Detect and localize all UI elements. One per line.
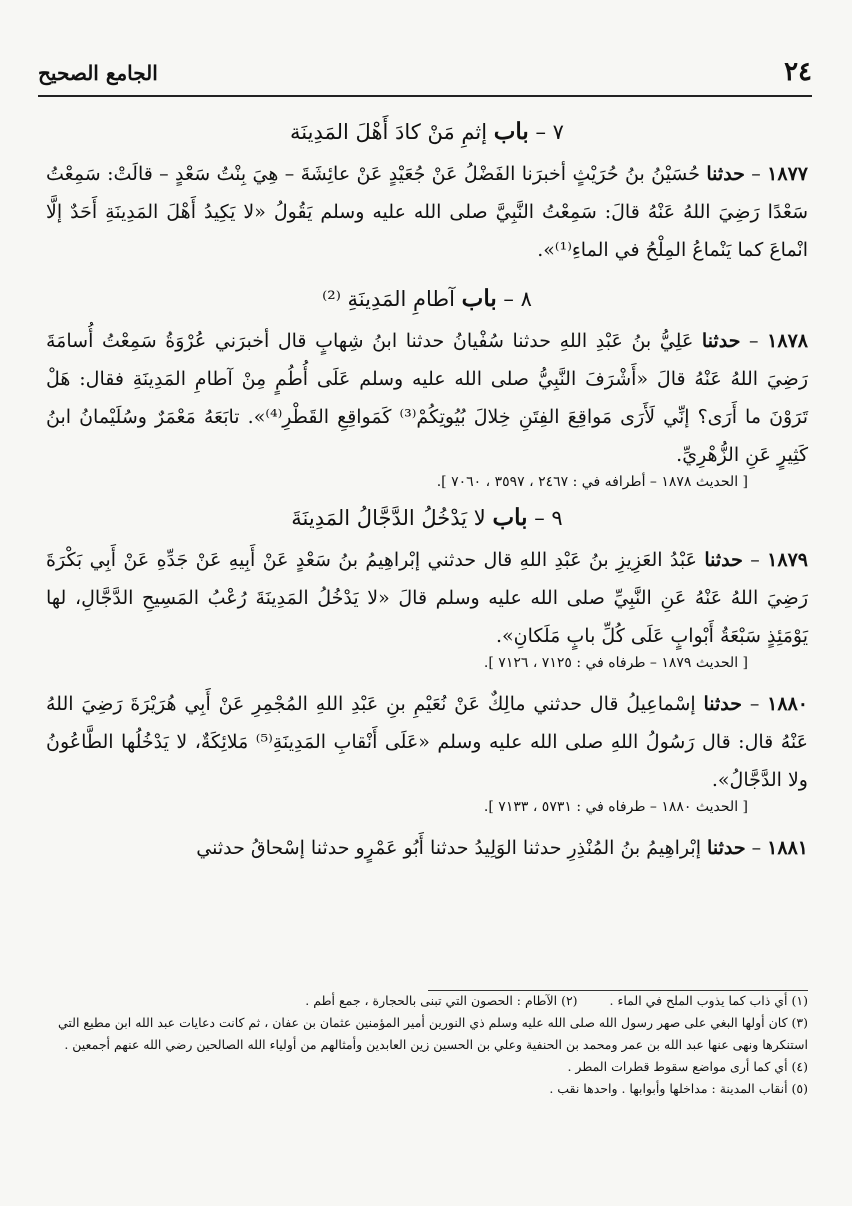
page-header [38, 55, 812, 97]
chapter-bab: باب [493, 118, 529, 145]
haddathana-word: حدثنا [703, 693, 743, 715]
cross-reference-note: [ الحديث ١٨٧٩ – طرفاه في : ٧١٢٥ ، ٧١٢٦ ]. [483, 655, 748, 671]
chapter-bab: باب [461, 285, 497, 312]
haddathana-word: حدثنا [704, 549, 743, 571]
chapter-number: ٧ – [535, 120, 564, 144]
chapter-title: آطامِ المَدِينَةِ ⁽²⁾ [322, 287, 455, 311]
hadith-number: ١٨٨٠ [767, 693, 808, 715]
chapter-heading [46, 118, 808, 145]
footnotes [44, 990, 808, 1100]
running-title: الجامع الصحيح [38, 61, 158, 85]
chapter-title: لا يَدْخُلُ الدَّجَّالُ المَدِينَةَ [291, 506, 486, 530]
hadith-number: ١٨٧٨ [767, 330, 808, 352]
chapter-heading [46, 285, 808, 312]
footnote: (٤) أي كما أرى مواضع سقوط قطرات المطر . [567, 1059, 808, 1074]
haddathana-word: حدثنا [707, 837, 746, 859]
cross-reference-note: [ الحديث ١٨٨٠ – طرفاه في : ٥٧٣١ ، ٧١٣٣ ]. [483, 799, 748, 815]
chapter-number: ٩ – [534, 506, 563, 530]
hadith-paragraph: ١٨٨٠ – حدثنا إسْماعِيلُ قال حدثني مالِكٌ عَنْ نُعَيْمِ بنِ عَبْدِ اللهِ المُجْمِرِ عَنْ أَبِي هُرَيْرَةَ رَضِيَ اللهُ عَنْهُ قال: قال رَسُولُ اللهِ صلى الله عليه وسلم «عَلَى أَنْقابِ المَدِينَةِ⁽⁵⁾ مَلائِكَةٌ، لا يَدْخُلُها الطَّاعُونُ ولا الدَّجَّالُ». [46, 693, 808, 791]
cross-reference-note: [ الحديث ١٨٧٨ – أطرافه في : ٢٤٦٧ ، ٣٥٩٧ ، ٧٠٦٠ ]. [436, 474, 748, 490]
footnote-row [44, 990, 808, 1012]
hadith-paragraph: ١٨٧٧ – حدثنا حُسَيْنُ بنُ حُرَيْثٍ أخبرَنا الفَضْلُ عَنْ جُعَيْدٍ عَنْ عائِشَةَ – هِيَ بِنْتُ سَعْدٍ – قالَتْ: سَمِعْتُ سَعْدًا رَضِيَ اللهُ عَنْهُ قالَ: سَمِعْتُ النَّبِيَّ صلى الله عليه وسلم يَقُولُ «لا يَكِيدُ أَهْلَ المَدِينَةِ أَحَدٌ إلَّا انْماعَ كما يَنْماعُ المِلْحُ في الماءِ⁽¹⁾». [46, 163, 808, 261]
page-number: ٢٤ [784, 57, 812, 87]
footnote: (٣) كان أولها البغي على صهر رسول الله صلى الله عليه وسلم ذي النورين أمير المؤمنين عثمان بن عفان ، ثم كانت دعايات عبد الله ابن مطيع التي استنكرها ونهى عنها عبد الله بن عمر ومحمد بن الحنفية وعلي بن الحسين زين العابدين وأمثالهم من أولياء الله الصالحين رضي الله عنهم أجمعين . [57, 1015, 808, 1052]
hadith-text: إسْماعِيلُ قال حدثني مالِكٌ عَنْ نُعَيْمِ بنِ عَبْدِ اللهِ المُجْمِرِ عَنْ أَبِي هُرَيْرَةَ رَضِيَ اللهُ عَنْهُ قال: قال رَسُولُ اللهِ صلى الله عليه وسلم «عَلَى أَنْقابِ المَدِينَةِ⁽⁵⁾ مَلائِكَةٌ، لا يَدْخُلُها الطَّاعُونُ ولا الدَّجَّالُ». [46, 693, 808, 791]
footnote: (٢) الآطام : الحصون التي تبنى بالحجارة ، جمع أطم . [305, 993, 578, 1008]
chapter-title: إثمِ مَنْ كادَ أَهْلَ المَدِينَة [290, 120, 488, 144]
footnote: (٥) أنقاب المدينة : مداخلها وأبوابها . واحدها نقب . [549, 1081, 808, 1096]
hadith-paragraph: ١٨٧٩ – حدثنا عَبْدُ العَزِيزِ بنُ عَبْدِ اللهِ قال حدثني إبْراهِيمُ بنُ سَعْدٍ عَنْ أَبِيهِ عَنْ جَدِّهِ عَنْ أَبِي بَكْرَةَ رَضِيَ اللهُ عَنْهُ عَنِ النَّبِيِّ صلى الله عليه وسلم قالَ «لا يَدْخُلُ المَدِينَةَ رُعْبُ المَسِيحِ الدَّجَّالِ، لها يَوْمَئِذٍ سَبْعَةُ أَبْوابٍ عَلَى كُلِّ بابٍ مَلَكانِ». [46, 549, 808, 647]
hadith-text: حُسَيْنُ بنُ حُرَيْثٍ أخبرَنا الفَضْلُ عَنْ جُعَيْدٍ عَنْ عائِشَةَ – هِيَ بِنْتُ سَعْدٍ – قالَتْ: سَمِعْتُ سَعْدًا رَضِيَ اللهُ عَنْهُ قالَ: سَمِعْتُ النَّبِيَّ صلى الله عليه وسلم يَقُولُ «لا يَكِيدُ أَهْلَ المَدِينَةِ أَحَدٌ إلَّا انْماعَ كما يَنْماعُ المِلْحُ في الماءِ⁽¹⁾». [46, 163, 808, 261]
main-text [46, 112, 808, 867]
hadith-text: عَبْدُ العَزِيزِ بنُ عَبْدِ اللهِ قال حدثني إبْراهِيمُ بنُ سَعْدٍ عَنْ أَبِيهِ عَنْ جَدِّهِ عَنْ أَبِي بَكْرَةَ رَضِيَ اللهُ عَنْهُ عَنِ النَّبِيِّ صلى الله عليه وسلم قالَ «لا يَدْخُلُ المَدِينَةَ رُعْبُ المَسِيحِ الدَّجَّالِ، لها يَوْمَئِذٍ سَبْعَةُ أَبْوابٍ عَلَى كُلِّ بابٍ مَلَكانِ». [46, 549, 808, 647]
hadith-text: عَلِيُّ بنُ عَبْدِ اللهِ حدثنا سُفْيانُ حدثنا ابنُ شِهابٍ قال أخبرَني عُرْوَةُ سَمِعْتُ أُسامَةَ رَضِيَ اللهُ عَنْهُ قالَ «أَشْرَفَ النَّبِيُّ صلى الله عليه وسلم عَلَى أُطُمٍ مِنْ آطامِ المَدِينَةِ فقال: هَلْ تَرَوْنَ ما أَرَى؟ إنِّي لَأَرَى مَواقِعَ الفِتَنِ خِلالَ بُيُوتِكُمْ⁽³⁾ كَمَواقِعِ القَطْرِ⁽⁴⁾». تابَعَهُ مَعْمَرٌ وسُلَيْمانُ ابنُ كَثِيرٍ عَنِ الزُّهْرِيِّ. [46, 330, 808, 466]
chapter-bab: باب [492, 504, 528, 531]
hadith-paragraph: ١٨٧٨ – حدثنا عَلِيُّ بنُ عَبْدِ اللهِ حدثنا سُفْيانُ حدثنا ابنُ شِهابٍ قال أخبرَني عُرْوَةُ سَمِعْتُ أُسامَةَ رَضِيَ اللهُ عَنْهُ قالَ «أَشْرَفَ النَّبِيُّ صلى الله عليه وسلم عَلَى أُطُمٍ مِنْ آطامِ المَدِينَةِ فقال: هَلْ تَرَوْنَ ما أَرَى؟ إنِّي لَأَرَى مَواقِعَ الفِتَنِ خِلالَ بُيُوتِكُمْ⁽³⁾ كَمَواقِعِ القَطْرِ⁽⁴⁾». تابَعَهُ مَعْمَرٌ وسُلَيْمانُ ابنُ كَثِيرٍ عَنِ الزُّهْرِيِّ. [46, 330, 808, 466]
chapter-number: ٨ – [503, 287, 532, 311]
hadith-number: ١٨٧٩ [767, 549, 808, 571]
hadith-text: إبْراهِيمُ بنُ المُنْذِرِ حدثنا الوَلِيدُ حدثنا أَبُو عَمْرٍو حدثنا إسْحاقُ حدثني [196, 837, 701, 859]
footnote: (١) أي ذاب كما يذوب الملح في الماء . [609, 993, 808, 1008]
hadith-number: ١٨٧٧ [767, 163, 808, 185]
haddathana-word: حدثنا [706, 163, 745, 185]
hadith-paragraph: ١٨٨١ – حدثنا إبْراهِيمُ بنُ المُنْذِرِ حدثنا الوَلِيدُ حدثنا أَبُو عَمْرٍو حدثنا إسْحاقُ حدثني [196, 837, 808, 859]
hadith-number: ١٨٨١ [767, 837, 808, 859]
haddathana-word: حدثنا [701, 330, 741, 352]
chapter-heading [46, 504, 808, 531]
